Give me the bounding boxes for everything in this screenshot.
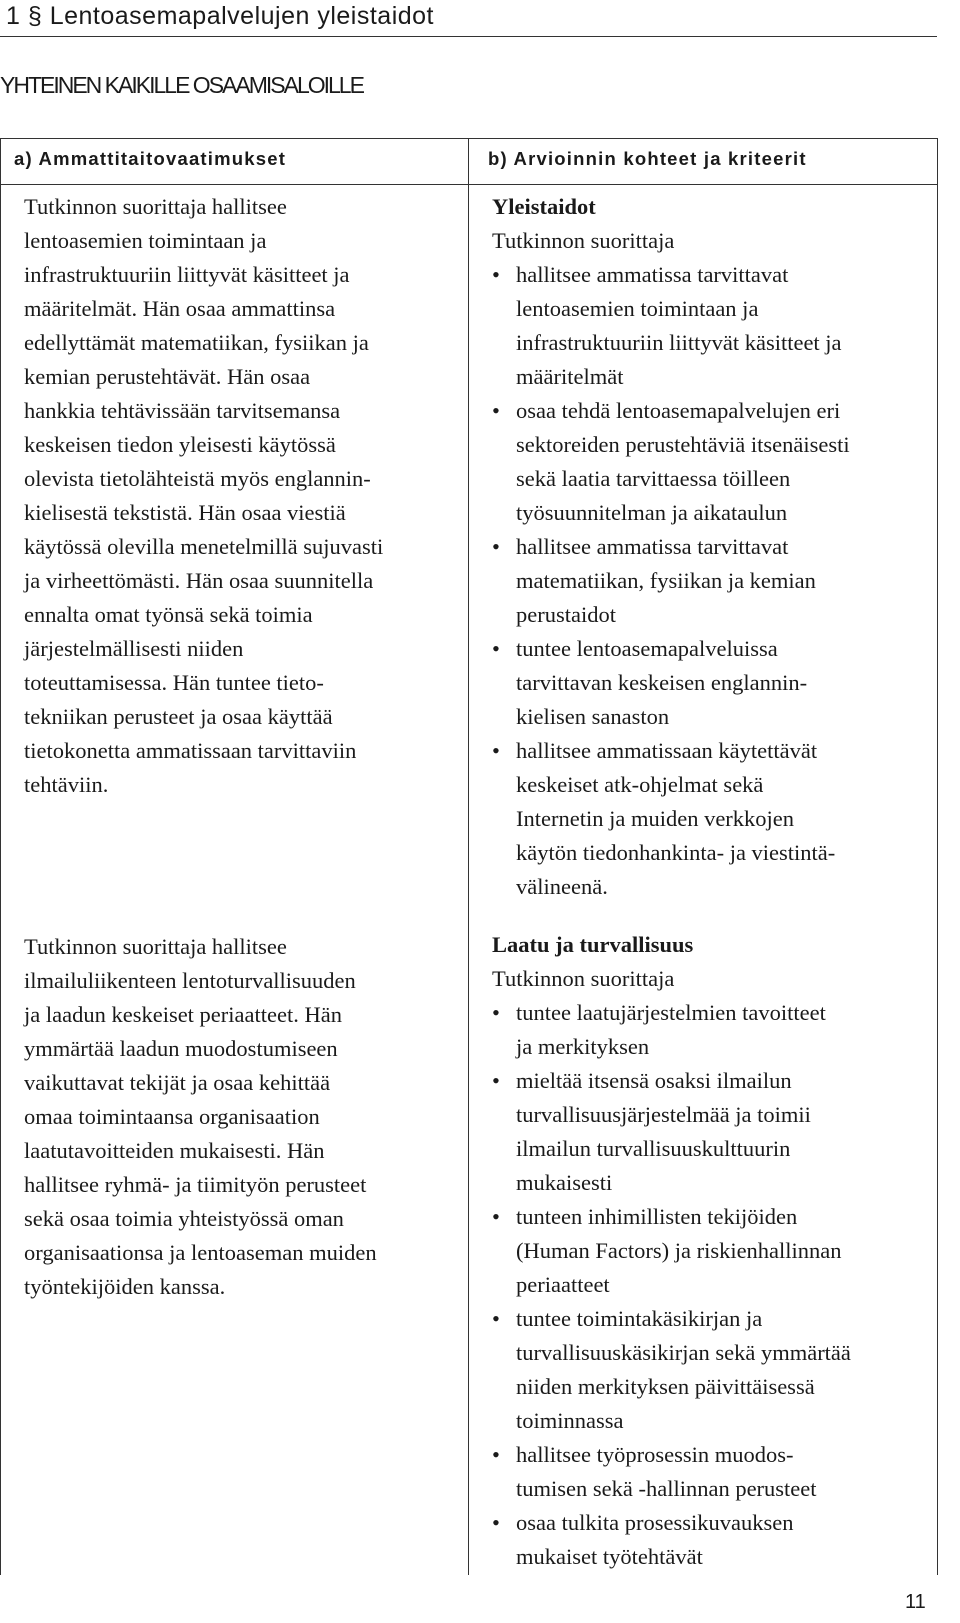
criteria-item-line: periaatteet (516, 1272, 610, 1297)
paragraph-line: käytössä olevilla menetelmillä sujuvasti (24, 534, 384, 559)
criteria-item-line: • tuntee toimintakäsikirjan ja (516, 1306, 763, 1331)
column-divider (468, 139, 469, 1575)
criteria-item-line: ja merkityksen (516, 1034, 650, 1059)
criteria-item-line: mukaisesti (516, 1170, 613, 1195)
criteria-item-line: keskeiset atk-ohjelmat sekä (516, 772, 764, 797)
criteria-item (492, 1438, 851, 1506)
paragraph-line: ja laadun keskeiset periaatteet. Hän (24, 1002, 342, 1027)
criteria-item-line: ilmailun turvallisuuskulttuurin (516, 1136, 791, 1161)
criteria-item-line: • hallitsee työprosessin muodos- (516, 1442, 794, 1467)
paragraph-line: ilmailuliikenteen lentoturvallisuuden (24, 968, 356, 993)
paragraph-line: ymmärtää laadun muodostumiseen (24, 1036, 338, 1061)
paragraph-line: olevista tietolähteistä myös englannin- (24, 466, 371, 491)
criteria-item-line: • mieltää itsensä osaksi ilmailun (516, 1068, 792, 1093)
paragraph-line: työntekijöiden kanssa. (24, 1274, 226, 1299)
criteria-item (492, 530, 850, 632)
paragraph-line: sekä osaa toimia yhteistyössä oman (24, 1206, 344, 1231)
criteria-item-line: tarvittavan keskeisen englannin- (516, 670, 808, 695)
criteria-subheading: Yleistaidot (492, 194, 596, 219)
criteria-item-line: lentoasemien toimintaan ja (516, 296, 759, 321)
paragraph-line: omaa toimintaansa organisaation (24, 1104, 320, 1129)
criteria-item-line: • hallitsee ammatissaan käytettävät (516, 738, 818, 763)
requirements-paragraph-quality (24, 930, 377, 1304)
paragraph-line: tehtäviin. (24, 772, 109, 797)
paragraph-line: Tutkinnon suorittaja hallitsee (24, 194, 287, 219)
paragraph-line: ennalta omat työnsä sekä toimia (24, 602, 313, 627)
criteria-item-line: toiminnassa (516, 1408, 624, 1433)
paragraph-line: toteuttamisessa. Hän tuntee tieto- (24, 670, 324, 695)
criteria-item-line: välineenä. (516, 874, 608, 899)
paragraph-line: kielisestä tekstistä. Hän osaa viestiä (24, 500, 346, 525)
column-a-header: a) Ammattitaitovaatimukset (14, 148, 287, 169)
criteria-item (492, 394, 850, 530)
criteria-item-line: • hallitsee ammatissa tarvittavat (516, 534, 789, 559)
criteria-item-line: matematiikan, fysiikan ja kemian (516, 568, 816, 593)
paragraph-line: edellyttämät matematiikan, fysiikan ja (24, 330, 369, 355)
criteria-item-line: niiden merkityksen päivittäisessä (516, 1374, 815, 1399)
criteria-item-line: turvallisuuskäsikirjan sekä ymmärtää (516, 1340, 851, 1365)
criteria-item-line: (Human Factors) ja riskienhallinnan (516, 1238, 842, 1263)
section-title: YHTEINEN KAIKILLE OSAAMISALOILLE (0, 72, 363, 98)
paragraph-line: keskeisen tiedon yleisesti käytössä (24, 432, 336, 457)
criteria-section-general (492, 190, 850, 904)
requirements-paragraph-general (24, 190, 383, 802)
paragraph-line: Tutkinnon suorittaja hallitsee (24, 934, 287, 959)
criteria-item (492, 1064, 851, 1200)
criteria-intro: Tutkinnon suorittaja (492, 966, 675, 991)
paragraph-line: lentoasemien toimintaan ja (24, 228, 267, 253)
paragraph-line: ja virheettömästi. Hän osaa suunnitella (24, 568, 374, 593)
criteria-item-line: tumisen sekä -hallinnan perusteet (516, 1476, 817, 1501)
criteria-section-quality (492, 928, 851, 1574)
paragraph-line: vaikuttavat tekijät ja osaa kehittää (24, 1070, 331, 1095)
criteria-item-line: • tuntee lentoasemapalveluissa (516, 636, 778, 661)
chapter-title: 1 § Lentoasemapalvelujen yleistaidot (6, 2, 434, 30)
criteria-item (492, 1506, 851, 1574)
criteria-item (492, 258, 850, 394)
criteria-item-line: Internetin ja muiden verkkojen (516, 806, 795, 831)
paragraph-line: hankkia tehtävissään tarvitsemansa (24, 398, 341, 423)
criteria-item (492, 1200, 851, 1302)
criteria-item-line: • osaa tehdä lentoasemapalvelujen eri (516, 398, 841, 423)
criteria-list (492, 258, 850, 904)
criteria-list (492, 996, 851, 1574)
criteria-item-line: mukaiset työtehtävät (516, 1544, 703, 1569)
paragraph-line: tietokonetta ammatissaan tarvittaviin (24, 738, 357, 763)
criteria-intro: Tutkinnon suorittaja (492, 228, 675, 253)
criteria-item (492, 734, 850, 904)
page-number: 11 (905, 1591, 926, 1613)
column-b-header: b) Arvioinnin kohteet ja kriteerit (488, 148, 807, 169)
criteria-item-line: • tuntee laatujärjestelmien tavoitteet (516, 1000, 826, 1025)
paragraph-line: tekniikan perusteet ja osaa käyttää (24, 704, 333, 729)
criteria-item-line: käytön tiedonhankinta- ja viestintä- (516, 840, 836, 865)
criteria-item-line: määritelmät (516, 364, 624, 389)
criteria-item-line: perustaidot (516, 602, 616, 627)
paragraph-line: kemian perustehtävät. Hän osaa (24, 364, 311, 389)
paragraph-line: järjestelmällisesti niiden (24, 636, 244, 661)
paragraph-line: määritelmät. Hän osaa ammattinsa (24, 296, 336, 321)
criteria-item (492, 632, 850, 734)
criteria-item-line: • tunteen inhimillisten tekijöiden (516, 1204, 798, 1229)
criteria-subheading: Laatu ja turvallisuus (492, 932, 694, 957)
criteria-item-line: turvallisuusjärjestelmää ja toimii (516, 1102, 811, 1127)
header-rule (1, 184, 937, 185)
criteria-item-line: • hallitsee ammatissa tarvittavat (516, 262, 789, 287)
criteria-item-line: • osaa tulkita prosessikuvauksen (516, 1510, 794, 1535)
criteria-item-line: sekä laatia tarvittaessa töilleen (516, 466, 791, 491)
criteria-item-line: työsuunnitelman ja aikataulun (516, 500, 788, 525)
heading-rule (0, 36, 937, 37)
paragraph-line: hallitsee ryhmä- ja tiimityön perusteet (24, 1172, 367, 1197)
paragraph-line: laatutavoitteiden mukaisesti. Hän (24, 1138, 325, 1163)
criteria-item (492, 1302, 851, 1438)
criteria-item-line: infrastruktuuriin liittyvät käsitteet ja (516, 330, 842, 355)
criteria-item-line: kielisen sanaston (516, 704, 670, 729)
criteria-item (492, 996, 851, 1064)
criteria-item-line: sektoreiden perustehtäviä itsenäisesti (516, 432, 850, 457)
paragraph-line: infrastruktuuriin liittyvät käsitteet ja (24, 262, 350, 287)
paragraph-line: organisaationsa ja lentoaseman muiden (24, 1240, 377, 1265)
